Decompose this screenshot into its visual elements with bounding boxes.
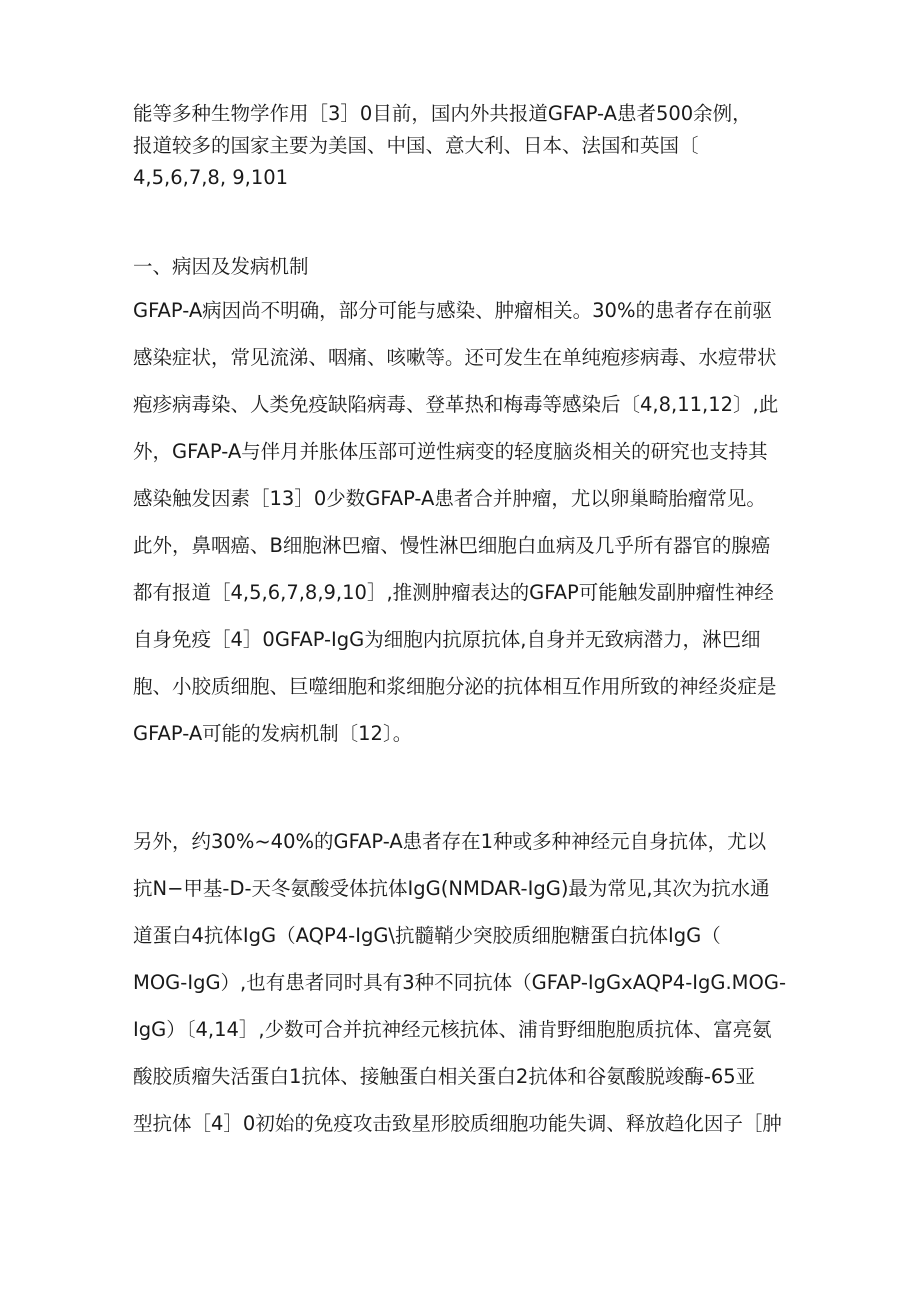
text-line: GFAP-A可能的发病机制〔12〕。 bbox=[133, 722, 413, 745]
text-line: 感染触发因素［13］0少数GFAP-A患者合并肿瘤，尤以卵巢畸胎瘤常见。 bbox=[133, 487, 766, 510]
text-line: 都有报道［4,5,6,7,8,9,10］,推测肿瘤表达的GFAP可能触发副肿瘤性神经 bbox=[133, 581, 774, 604]
text-line: 抗N−甲基-D-天冬氨酸受体抗体IgG(NMDAR-IgG)最为常见,其次为抗水通 bbox=[133, 877, 770, 900]
text-line: 胞、小胶质细胞、巨噬细胞和浆细胞分泌的抗体相互作用所致的神经炎症是 bbox=[133, 675, 777, 698]
text-line: 型抗体［4］0初始的免疫攻击致星形胶质细胞功能失调、释放趋化因子［肿 bbox=[133, 1112, 782, 1135]
text-line: 感染症状，常见流涕、咽痛、咳嗽等。还可发生在单纯疱疹病毒、水痘带状 bbox=[133, 346, 777, 369]
text-line: IgG）〔4,14］,少数可合并抗神经元核抗体、浦肯野细胞胞质抗体、富亮氨 bbox=[133, 1018, 772, 1041]
text-line: 道蛋白4抗体IgG（AQP4-IgG\抗髓鞘少突胶质细胞糖蛋白抗体IgG（ bbox=[133, 924, 721, 947]
text-line: 另外，约30%~40%的GFAP-A患者存在1种或多种神经元自身抗体，尤以 bbox=[133, 830, 767, 853]
text-line: 外，GFAP-A与伴月并胀体压部可逆性病变的轻度脑炎相关的研究也支持其 bbox=[133, 440, 768, 463]
text-line: GFAP-A病因尚不明确，部分可能与感染、肿瘤相关。30%的患者存在前驱 bbox=[133, 299, 772, 322]
text-line: 疱疹病毒染、人类免疫缺陷病毒、登革热和梅毒等感染后〔4,8,11,12〕,此 bbox=[133, 393, 779, 416]
text-line: 能等多种生物学作用［3］0目前，国内外共报道GFAP-A患者500余例， bbox=[133, 102, 752, 125]
text-line: 4,5,6,7,8, 9,101 bbox=[133, 166, 289, 189]
text-line: 酸胶质瘤失活蛋白1抗体、接触蛋白相关蛋白2抗体和谷氨酸脱竣酶-65亚 bbox=[133, 1065, 756, 1088]
text-line: 报道较多的国家主要为美国、中国、意大利、日本、法国和英国〔 bbox=[133, 134, 699, 157]
text-line: 此外，鼻咽癌、B细胞淋巴瘤、慢性淋巴细胞白血病及几乎所有器官的腺癌 bbox=[133, 534, 771, 557]
text-line: MOG-IgG）,也有患者同时具有3种不同抗体（GFAP-IgGxAQP4-IgG.MOG- bbox=[133, 971, 786, 994]
section-heading: 一、病因及发病机制 bbox=[133, 255, 309, 278]
text-line: 自身免疫［4］0GFAP-IgG为细胞内抗原抗体,自身并无致病潜力，淋巴细 bbox=[133, 628, 761, 651]
